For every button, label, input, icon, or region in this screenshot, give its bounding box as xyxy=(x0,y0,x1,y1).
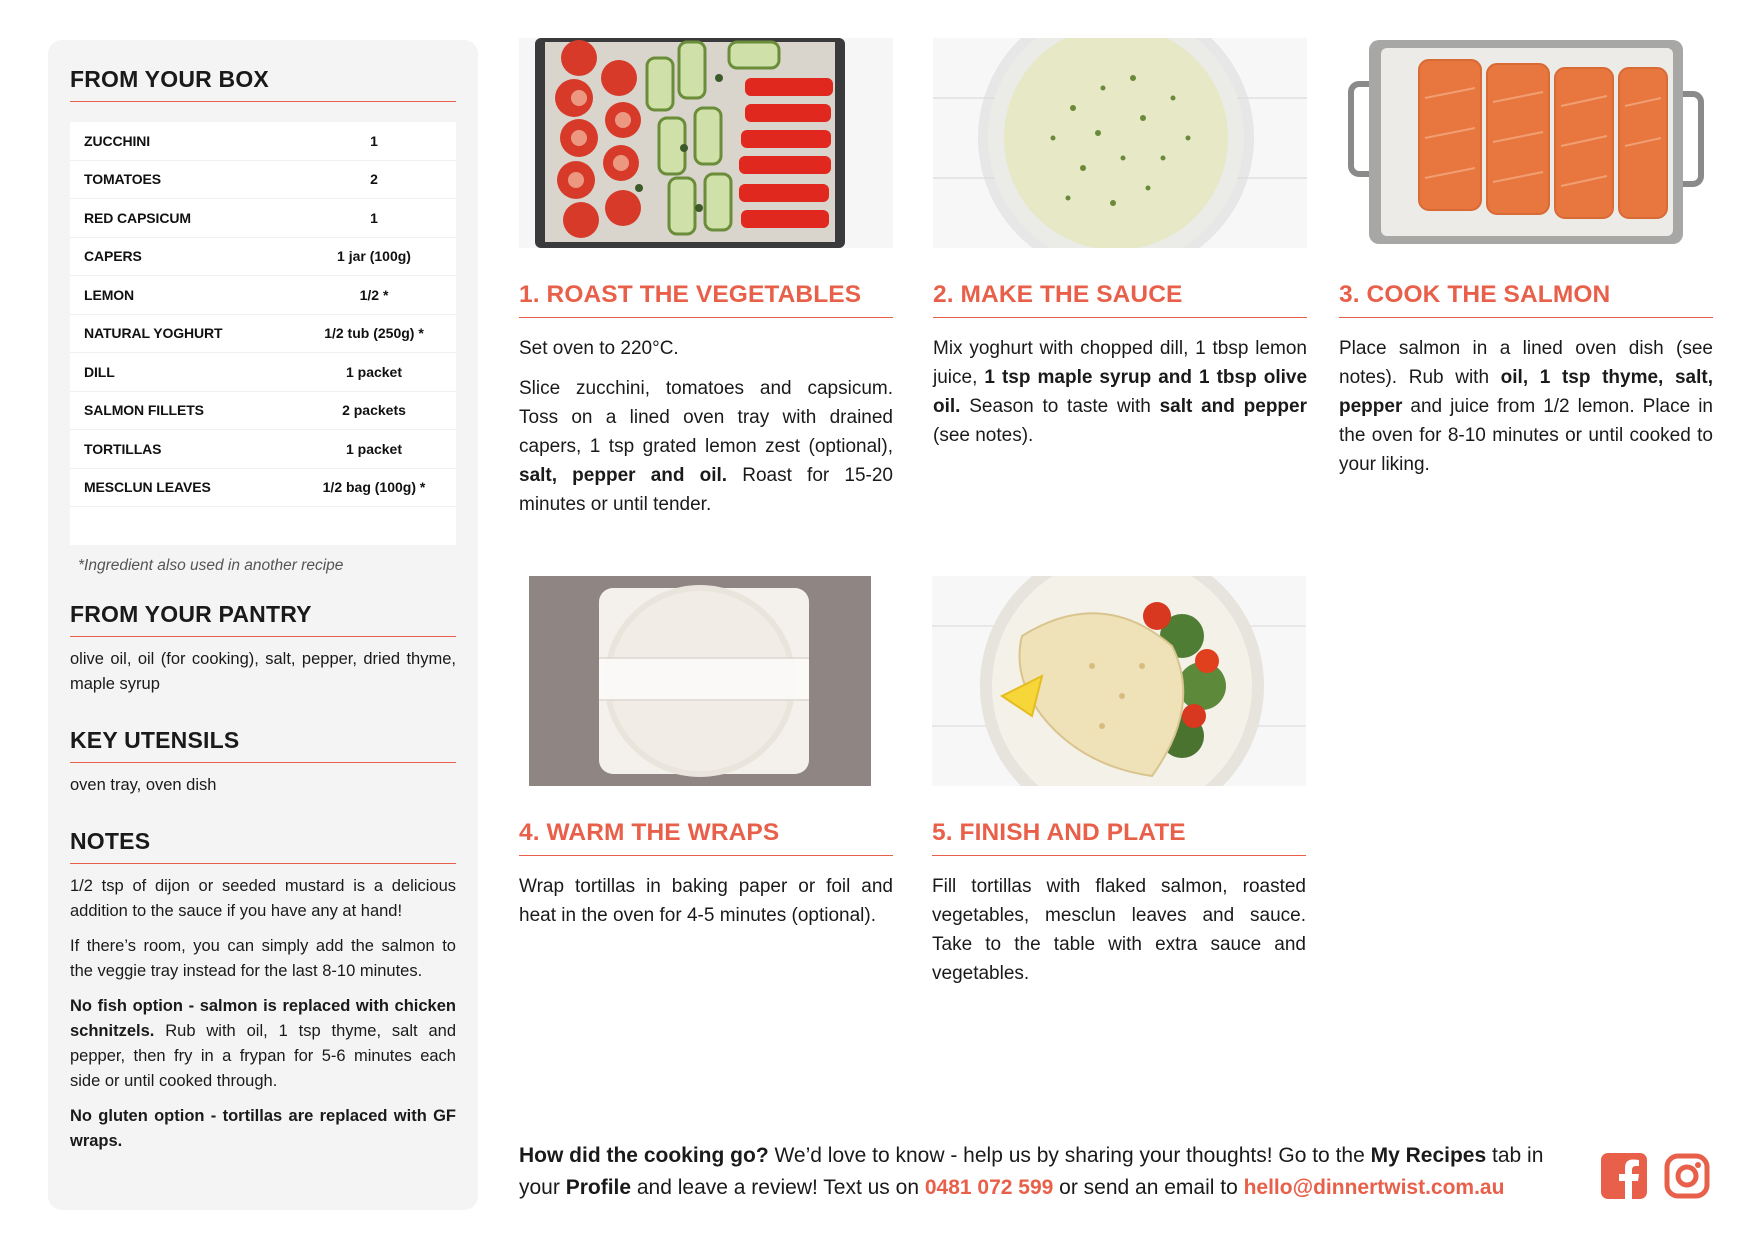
footer-text: tab in your xyxy=(519,1144,1544,1199)
sauce-bowl-image xyxy=(933,38,1307,248)
salmon-dish-image xyxy=(1339,38,1713,248)
step-3-text xyxy=(1339,334,1713,479)
ingredient-qty: 1 packet xyxy=(345,440,403,457)
ingredient-row xyxy=(70,353,456,392)
ingredient-name: MESCLUN LEAVES xyxy=(84,479,211,496)
footer-text: We’d love to know - help us by sharing your thoughts! Go to the xyxy=(768,1144,1371,1167)
phone-link[interactable]: 0481 072 599 xyxy=(924,1176,1054,1199)
footer-question: How did the cooking go? xyxy=(519,1144,769,1167)
note-rest: Rub with oil, 1 tsp thyme, salt and pepper, then fry in a frypan for 5-6 minutes each side or until cooked through. xyxy=(70,1022,456,1090)
ingredient-qty: 1/2 bag (100g) * xyxy=(322,479,426,496)
ingredient-qty: 1 xyxy=(370,132,378,149)
ingredient-name: SALMON FILLETS xyxy=(84,402,204,419)
roasting-tray-image xyxy=(519,38,893,248)
step-5 xyxy=(932,576,1306,999)
ingredients-table xyxy=(70,122,456,545)
utensils-section xyxy=(70,727,456,798)
email-link[interactable]: hello@dinnertwist.com.au xyxy=(1243,1176,1505,1199)
ingredient-name: NATURAL YOGHURT xyxy=(84,325,223,342)
ingredient-row xyxy=(70,469,456,508)
instagram-icon[interactable] xyxy=(1664,1153,1710,1199)
note-paragraph xyxy=(70,994,456,1094)
step-5-body xyxy=(932,872,1306,988)
note-paragraph xyxy=(70,1104,456,1154)
ingredient-name: RED CAPSICUM xyxy=(84,209,191,226)
utensils-text: oven tray, oven dish xyxy=(70,776,217,794)
step-text-segment: Place salmon in a lined oven dish (see notes). Rub with xyxy=(1339,338,1713,388)
step-5-title: 5. FINISH AND PLATE xyxy=(932,819,1306,856)
step-text-segment: Mix yoghurt with chopped dill, 1 tbsp lemon juice, xyxy=(933,338,1307,388)
ingredient-row xyxy=(70,430,456,469)
step-3-body xyxy=(1339,334,1713,479)
plated-wrap-image xyxy=(932,576,1306,786)
step-text-bold: salt and pepper xyxy=(1159,396,1308,417)
step-2-text xyxy=(933,334,1307,450)
step-text-segment: and juice from 1/2 lemon. Place in the oven for 8-10 minutes or until cooked to your liking. xyxy=(1339,396,1713,475)
step-5-text: Fill tortillas with flaked salmon, roasted vegetables, mesclun leaves and sauce. Take to the table with extra sauce and vegetables. xyxy=(932,876,1306,984)
pantry-heading: FROM YOUR PANTRY xyxy=(70,601,456,637)
step-text-segment: Slice zucchini, tomatoes and capsicum. Toss on a lined oven tray with drained capers, 1 tsp grated lemon zest (optional), xyxy=(519,378,893,457)
ingredients-sidebar xyxy=(48,40,478,1210)
ingredient-qty: 1 packet xyxy=(345,363,403,380)
ingredient-footnote: *Ingredient also used in another recipe xyxy=(78,557,344,574)
ingredient-name: TORTILLAS xyxy=(84,440,162,457)
pantry-text: olive oil, oil (for cooking), salt, pepper, dried thyme, maple syrup xyxy=(70,650,456,693)
profile-label: Profile xyxy=(565,1176,632,1199)
ingredient-name: LEMON xyxy=(84,286,135,303)
step-4-title: 4. WARM THE WRAPS xyxy=(519,819,893,856)
step-text-bold: salt, pepper and oil. xyxy=(519,465,728,486)
step-2-title: 2. MAKE THE SAUCE xyxy=(933,281,1307,318)
notes-heading: NOTES xyxy=(70,828,456,864)
step-4-text: Wrap tortillas in baking paper or foil and heat in the oven for 4-5 minutes (optional). xyxy=(519,876,893,926)
notes-section xyxy=(70,828,456,1154)
ingredient-qty: 1 jar (100g) xyxy=(337,248,411,265)
note-paragraph: 1/2 tsp of dijon or seeded mustard is a delicious addition to the sauce if you have any at hand! xyxy=(70,877,456,920)
note-bold: No gluten option - tortillas are replaced with GF wraps. xyxy=(70,1107,456,1150)
ingredient-row xyxy=(70,315,456,354)
ingredient-row xyxy=(70,276,456,315)
ingredient-row xyxy=(70,122,456,161)
footer-text: and leave a review! Text us on xyxy=(631,1176,925,1199)
step-1-body xyxy=(519,334,893,519)
ingredient-name: CAPERS xyxy=(84,248,142,265)
step-text-segment: (see notes). xyxy=(933,425,1034,446)
ingredient-name: ZUCCHINI xyxy=(84,132,151,149)
from-your-box-heading: FROM YOUR BOX xyxy=(70,66,456,102)
step-4 xyxy=(519,576,893,941)
ingredient-qty: 1/2 tub (250g) * xyxy=(324,325,424,342)
step-2 xyxy=(933,38,1307,461)
note-bold: No fish option - salmon is replaced with chicken schnitzels. xyxy=(70,997,456,1040)
note-paragraph: If there’s room, you can simply add the salmon to the veggie tray instead for the last 8-10 minutes. xyxy=(70,937,456,980)
step-text-bold: 1 tsp maple syrup and 1 tbsp olive oil. xyxy=(933,367,1308,417)
pantry-section xyxy=(70,601,456,697)
footer-text: or send an email to xyxy=(1053,1176,1244,1199)
step-4-body xyxy=(519,872,893,930)
wrapped-tortillas-image xyxy=(519,576,893,786)
ingredient-qty: 2 packets xyxy=(342,402,406,419)
step-1-text xyxy=(519,374,893,519)
ingredient-row xyxy=(70,199,456,238)
ingredient-name: DILL xyxy=(84,363,115,380)
step-3 xyxy=(1339,38,1713,490)
ingredient-qty: 1/2 * xyxy=(359,286,389,303)
step-3-title: 3. COOK THE SALMON xyxy=(1339,281,1713,318)
step-2-body xyxy=(933,334,1307,450)
ingredient-qty: 1 xyxy=(370,209,378,226)
ingredient-qty: 2 xyxy=(370,171,378,188)
facebook-icon[interactable] xyxy=(1601,1153,1647,1199)
step-text-segment: Roast for 15-20 minutes or until tender. xyxy=(519,465,893,515)
my-recipes-label: My Recipes xyxy=(1370,1144,1487,1167)
utensils-heading: KEY UTENSILS xyxy=(70,727,456,763)
ingredient-name: TOMATOES xyxy=(84,171,161,188)
step-1-title: 1. ROAST THE VEGETABLES xyxy=(519,281,893,318)
step-text-segment: Season to taste with xyxy=(960,396,1160,417)
ingredient-row-empty xyxy=(70,507,456,545)
ingredient-row xyxy=(70,238,456,277)
feedback-footer xyxy=(519,1140,1569,1204)
notes-text xyxy=(70,874,456,1154)
step-text-bold: oil, 1 tsp thyme, salt, pepper xyxy=(1339,367,1713,417)
ingredient-row xyxy=(70,161,456,200)
step-1-text: Set oven to 220°C. xyxy=(519,338,679,359)
ingredient-row xyxy=(70,392,456,431)
step-1 xyxy=(519,38,893,530)
